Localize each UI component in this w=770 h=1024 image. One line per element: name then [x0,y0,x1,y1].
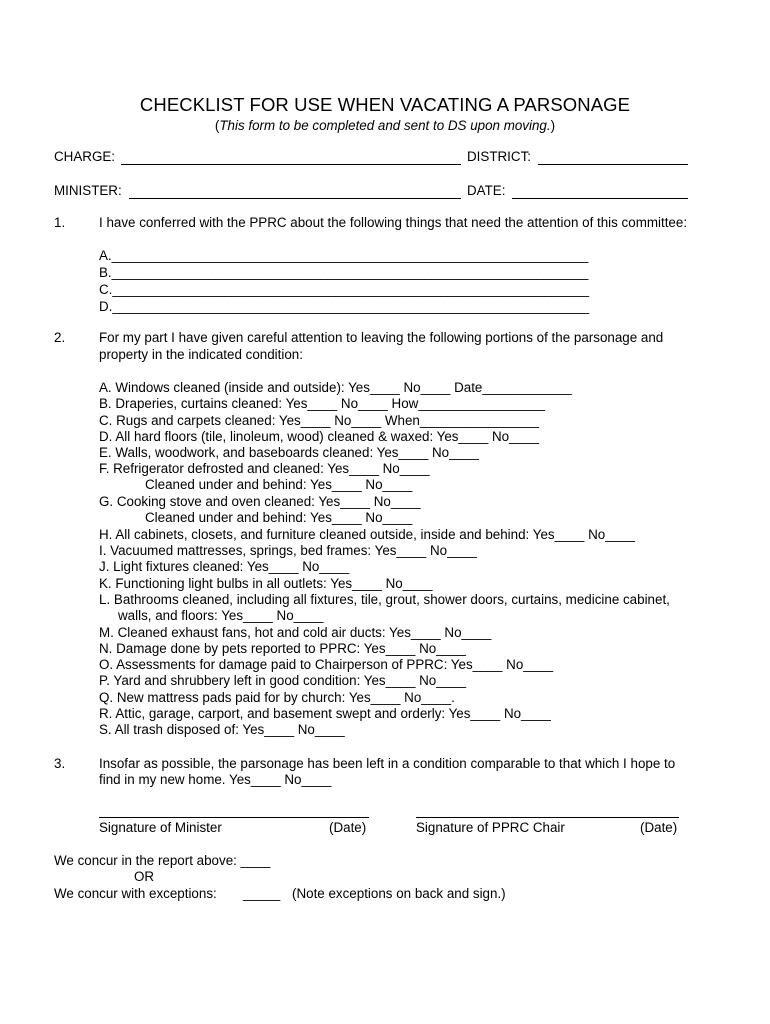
pprc-date-label: (Date) [640,820,678,835]
checklist-item-r[interactable]: R. Attic, garage, carport, and basement swept and orderly: Yes____ No____ [99,706,551,721]
checklist-item-g[interactable]: G. Cooking stove and oven cleaned: Yes____ No____ [99,494,421,509]
section-3-text-line-2[interactable]: find in my new home. Yes____ No____ [99,772,332,787]
date-field-line[interactable] [512,198,688,199]
section-1-number: 1. [54,215,66,230]
checklist-item-q[interactable]: Q. New mattress pads paid for by church: Yes____ No____. [99,690,455,705]
concur-exceptions-note: (Note exceptions on back and sign.) [292,886,506,901]
section-3-number: 3. [54,756,66,771]
checklist-item-a[interactable]: A. Windows cleaned (inside and outside): Yes____ No____ Date____________ [99,380,572,395]
district-label: DISTRICT: [467,149,531,164]
concur-report-line[interactable]: We concur in the report above: ____ [54,853,271,868]
checklist-item-l-cont[interactable]: walls, and floors: Yes____ No____ [118,608,324,623]
section-2-text-line-1: For my part I have given careful attention to leaving the following portions of the parsonage and [99,330,664,345]
minister-field-line[interactable] [129,198,461,199]
concur-exceptions-label: We concur with exceptions: [54,886,217,901]
subtitle-text: This form to be completed and sent to DS upon moving. [219,118,551,133]
checklist-item-n[interactable]: N. Damage done by pets reported to PPRC: Yes____ No____ [99,641,466,656]
minister-date-label: (Date) [329,820,367,835]
concur-exceptions-blank[interactable]: _____ [243,886,281,901]
minister-signature-line[interactable] [99,817,369,818]
checklist-item-p[interactable]: P. Yard and shrubbery left in good condition: Yes____ No____ [99,673,467,688]
page-subtitle: (This form to be completed and sent to DS upon moving.) [214,118,556,133]
checklist-item-o[interactable]: O. Assessments for damage paid to Chairperson of PPRC: Yes____ No____ [99,657,554,672]
district-field-line[interactable] [538,164,688,165]
checklist-item-j[interactable]: J. Light fixtures cleaned: Yes____ No____ [99,559,350,574]
section-3-text-line-1: Insofar as possible, the parsonage has been left in a condition comparable to that which I hope to [99,756,676,771]
checklist-item-f[interactable]: F. Refrigerator defrosted and cleaned: Yes____ No____ [99,461,430,476]
pprc-signature-label: Signature of PPRC Chair [416,820,565,835]
charge-label: CHARGE: [54,149,116,164]
checklist-item-l[interactable]: L. Bathrooms cleaned, including all fixtures, tile, grout, shower doors, curtains, medicine cabinet, [99,592,670,607]
checklist-item-s[interactable]: S. All trash disposed of: Yes____ No____ [99,722,345,737]
checklist-item-c[interactable]: C. Rugs and carpets cleaned: Yes____ No____ When________________ [99,413,540,428]
checklist-item-m[interactable]: M. Cleaned exhaust fans, hot and cold air ducts: Yes____ No____ [99,625,492,640]
checklist-item-h[interactable]: H. All cabinets, closets, and furniture cleaned outside, inside and behind: Yes____ No____ [99,527,635,542]
section-1-line-d[interactable]: D.________________________________________________________________ [99,299,590,314]
pprc-signature-line[interactable] [416,817,679,818]
minister-label: MINISTER: [54,183,122,198]
checklist-item-k[interactable]: K. Functioning light bulbs in all outlets: Yes____ No____ [99,576,433,591]
section-2-number: 2. [54,330,66,345]
section-1-text: I have conferred with the PPRC about the following things that need the attention of this committee: [99,215,688,230]
checklist-item-e[interactable]: E. Walls, woodwork, and baseboards cleaned: Yes____ No____ [99,445,479,460]
checklist-item-i[interactable]: I. Vacuumed mattresses, springs, bed frames: Yes____ No____ [99,543,477,558]
checklist-item-f-sub[interactable]: Cleaned under and behind: Yes____ No____ [145,477,413,492]
section-1-line-c[interactable]: C.________________________________________________________________ [99,282,590,297]
date-label: DATE: [467,183,506,198]
concur-or: OR [134,869,155,884]
charge-field-line[interactable] [121,164,461,165]
checklist-item-d[interactable]: D. All hard floors (tile, linoleum, wood) cleaned & waxed: Yes____ No____ [99,429,539,444]
section-1-line-a[interactable]: A.________________________________________________________________ [99,248,589,263]
checklist-item-b[interactable]: B. Draperies, curtains cleaned: Yes____ No____ How_________________ [99,396,545,411]
section-2-text-line-2: property in the indicated condition: [99,347,303,362]
minister-signature-label: Signature of Minister [99,820,222,835]
checklist-item-g-sub[interactable]: Cleaned under and behind: Yes____ No____ [145,510,413,525]
page-title: CHECKLIST FOR USE WHEN VACATING A PARSONAGE [139,94,631,115]
section-1-line-b[interactable]: B.________________________________________________________________ [99,265,589,280]
